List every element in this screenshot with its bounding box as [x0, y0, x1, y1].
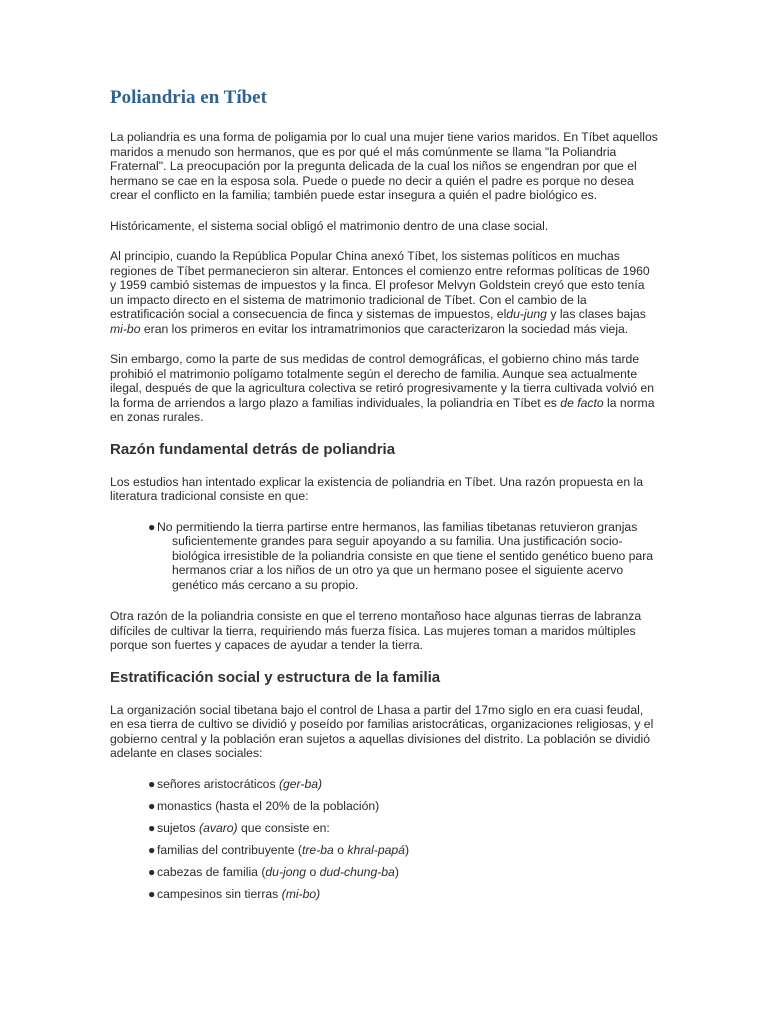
- term: (mi-bo): [281, 886, 321, 901]
- list-item: [148, 865, 658, 880]
- text-run: ): [404, 842, 410, 857]
- list-item: [148, 520, 658, 593]
- term: khral-papá: [347, 842, 405, 857]
- term: du-jong: [265, 864, 307, 879]
- paragraph-reforms: [110, 249, 658, 336]
- paragraph-intro: La poliandria es una forma de poligamia por lo cual una mujer tiene varios maridos. En Tíbet aquellos maridos a menudo son hermanos, que es por qué el más comúnmente se llama "la Poliandria Fraternal". La preocupación por la pregunta delicada de la cual los niños se engendran por que el hermano se cae en la esposa sola. Puede o puede no decir a quién el padre es porque no desea crear el conflicto en la familia; también puede estar insegura a quién el padre biológico es.: [110, 130, 658, 202]
- text-run: que consiste en:: [237, 820, 330, 835]
- social-class-list: [110, 777, 658, 902]
- text-run: cabezas de familia (: [157, 864, 266, 879]
- text-run: señores aristocráticos: [157, 776, 279, 791]
- text-run: la norma en zonas rurales.: [110, 395, 655, 424]
- paragraph-studies: Los estudios han intentado explicar la existencia de poliandria en Tíbet. Una razón propuesta en la literatura tradicional consiste en que:: [110, 474, 643, 503]
- term: (ger-ba): [278, 776, 323, 791]
- rationale-list: [110, 520, 658, 593]
- list-item-text: No permitiendo la tierra partirse entre hermanos, las familias tibetanas retuvieron granjas suficientemente grandes para seguir apoyando a su familia. Una justificación socio-biológica irresistible de la poliandria consiste en que tiene el sentido genético bueno para hermanos criar a los niños de un otro ya que un hermano posee el siguiente acervo genético más cercano a su propio.: [157, 519, 654, 592]
- term-mi-bo: mi-bo: [110, 321, 141, 336]
- text-run: monastics (hasta el 20% de la población): [157, 798, 380, 813]
- term: tre-ba: [301, 842, 334, 857]
- paragraph-prohibition: [110, 352, 658, 425]
- list-item: [148, 799, 658, 814]
- term: dud-chung-ba: [319, 864, 395, 879]
- bullet-icon: ●: [148, 519, 156, 534]
- text-run: o: [333, 842, 348, 857]
- paragraph-terrain: Otra razón de la poliandria consiste en que el terreno montañoso hace algunas tierras de labranza difíciles de cultivar la tierra, requiriendo más fuerza física. Las mujeres toman a maridos múltiples porque son fuertes y capaces de ayudar a tender la tierra.: [110, 609, 642, 652]
- text-run: campesinos sin tierras: [157, 886, 282, 901]
- bullet-icon: ●: [148, 864, 156, 879]
- text-run: sujetos: [157, 820, 200, 835]
- list-item: [148, 777, 658, 792]
- text-run: familias del contribuyente (: [157, 842, 302, 857]
- term: (avaro): [199, 820, 238, 835]
- bullet-icon: ●: [148, 886, 156, 901]
- term-de-facto: de facto: [560, 395, 604, 410]
- text-run: ): [394, 864, 399, 879]
- section-heading-rationale: Razón fundamental detrás de poliandria: [110, 440, 396, 458]
- list-item: [148, 843, 658, 858]
- text-run: y las clases bajas: [546, 307, 646, 321]
- term-du-jung: du-jung: [506, 307, 547, 321]
- paragraph-history: Históricamente, el sistema social obligó el matrimonio dentro de una clase social.: [110, 218, 549, 233]
- text-run: Al principio, cuando la República Popular China anexó Tíbet, los sistemas políticos en muchas regiones de Tíbet permanecieron sin alterar. Entonces el comienzo entre reformas políticas de 1960 y 1959 cambió sistemas de impuestos y la finca. El profesor Melvyn Goldstein creyó que esto tenía un impacto directo en el sistema de matrimonio tradicional de Tíbet. Con el cambio de la estratificación social a consecuencia de finca y sistemas de impuestos, el: [110, 249, 650, 321]
- list-item: [148, 821, 658, 836]
- bullet-icon: ●: [148, 842, 156, 857]
- bullet-icon: ●: [148, 776, 156, 791]
- bullet-icon: ●: [148, 798, 156, 813]
- text-run: eran los primeros en evitar los intramatrimonios que caracterizaron la sociedad más vieja.: [140, 321, 629, 336]
- bullet-icon: ●: [148, 820, 156, 835]
- list-item: [148, 887, 658, 902]
- text-run: o: [306, 864, 320, 879]
- section-heading-stratification: Estratificación social y estructura de la familia: [110, 668, 441, 686]
- paragraph-organization: La organización social tibetana bajo el control de Lhasa a partir del 17mo siglo en era cuasi feudal, en esa tierra de cultivo se dividió y poseído por familias aristocráticas, organizaciones religiosas, y el gobierno central y la población eran sujetos a aquellas divisiones del distrito. La población se dividió adelante en clases sociales:: [110, 702, 654, 760]
- text-run: Sin embargo, como la parte de sus medidas de control demográficas, el gobierno chino más tarde prohibió el matrimonio polígamo totalmente según el derecho de familia. Aunque sea actualmente ilegal, después de que la agricultura colectiva se retiró progresivamente y la tierra cultivada volvió en la forma de arriendos a largo plazo a familias individuales, la poliandria en Tíbet es: [110, 352, 654, 410]
- page-title: Poliandria en Tíbet: [110, 87, 267, 108]
